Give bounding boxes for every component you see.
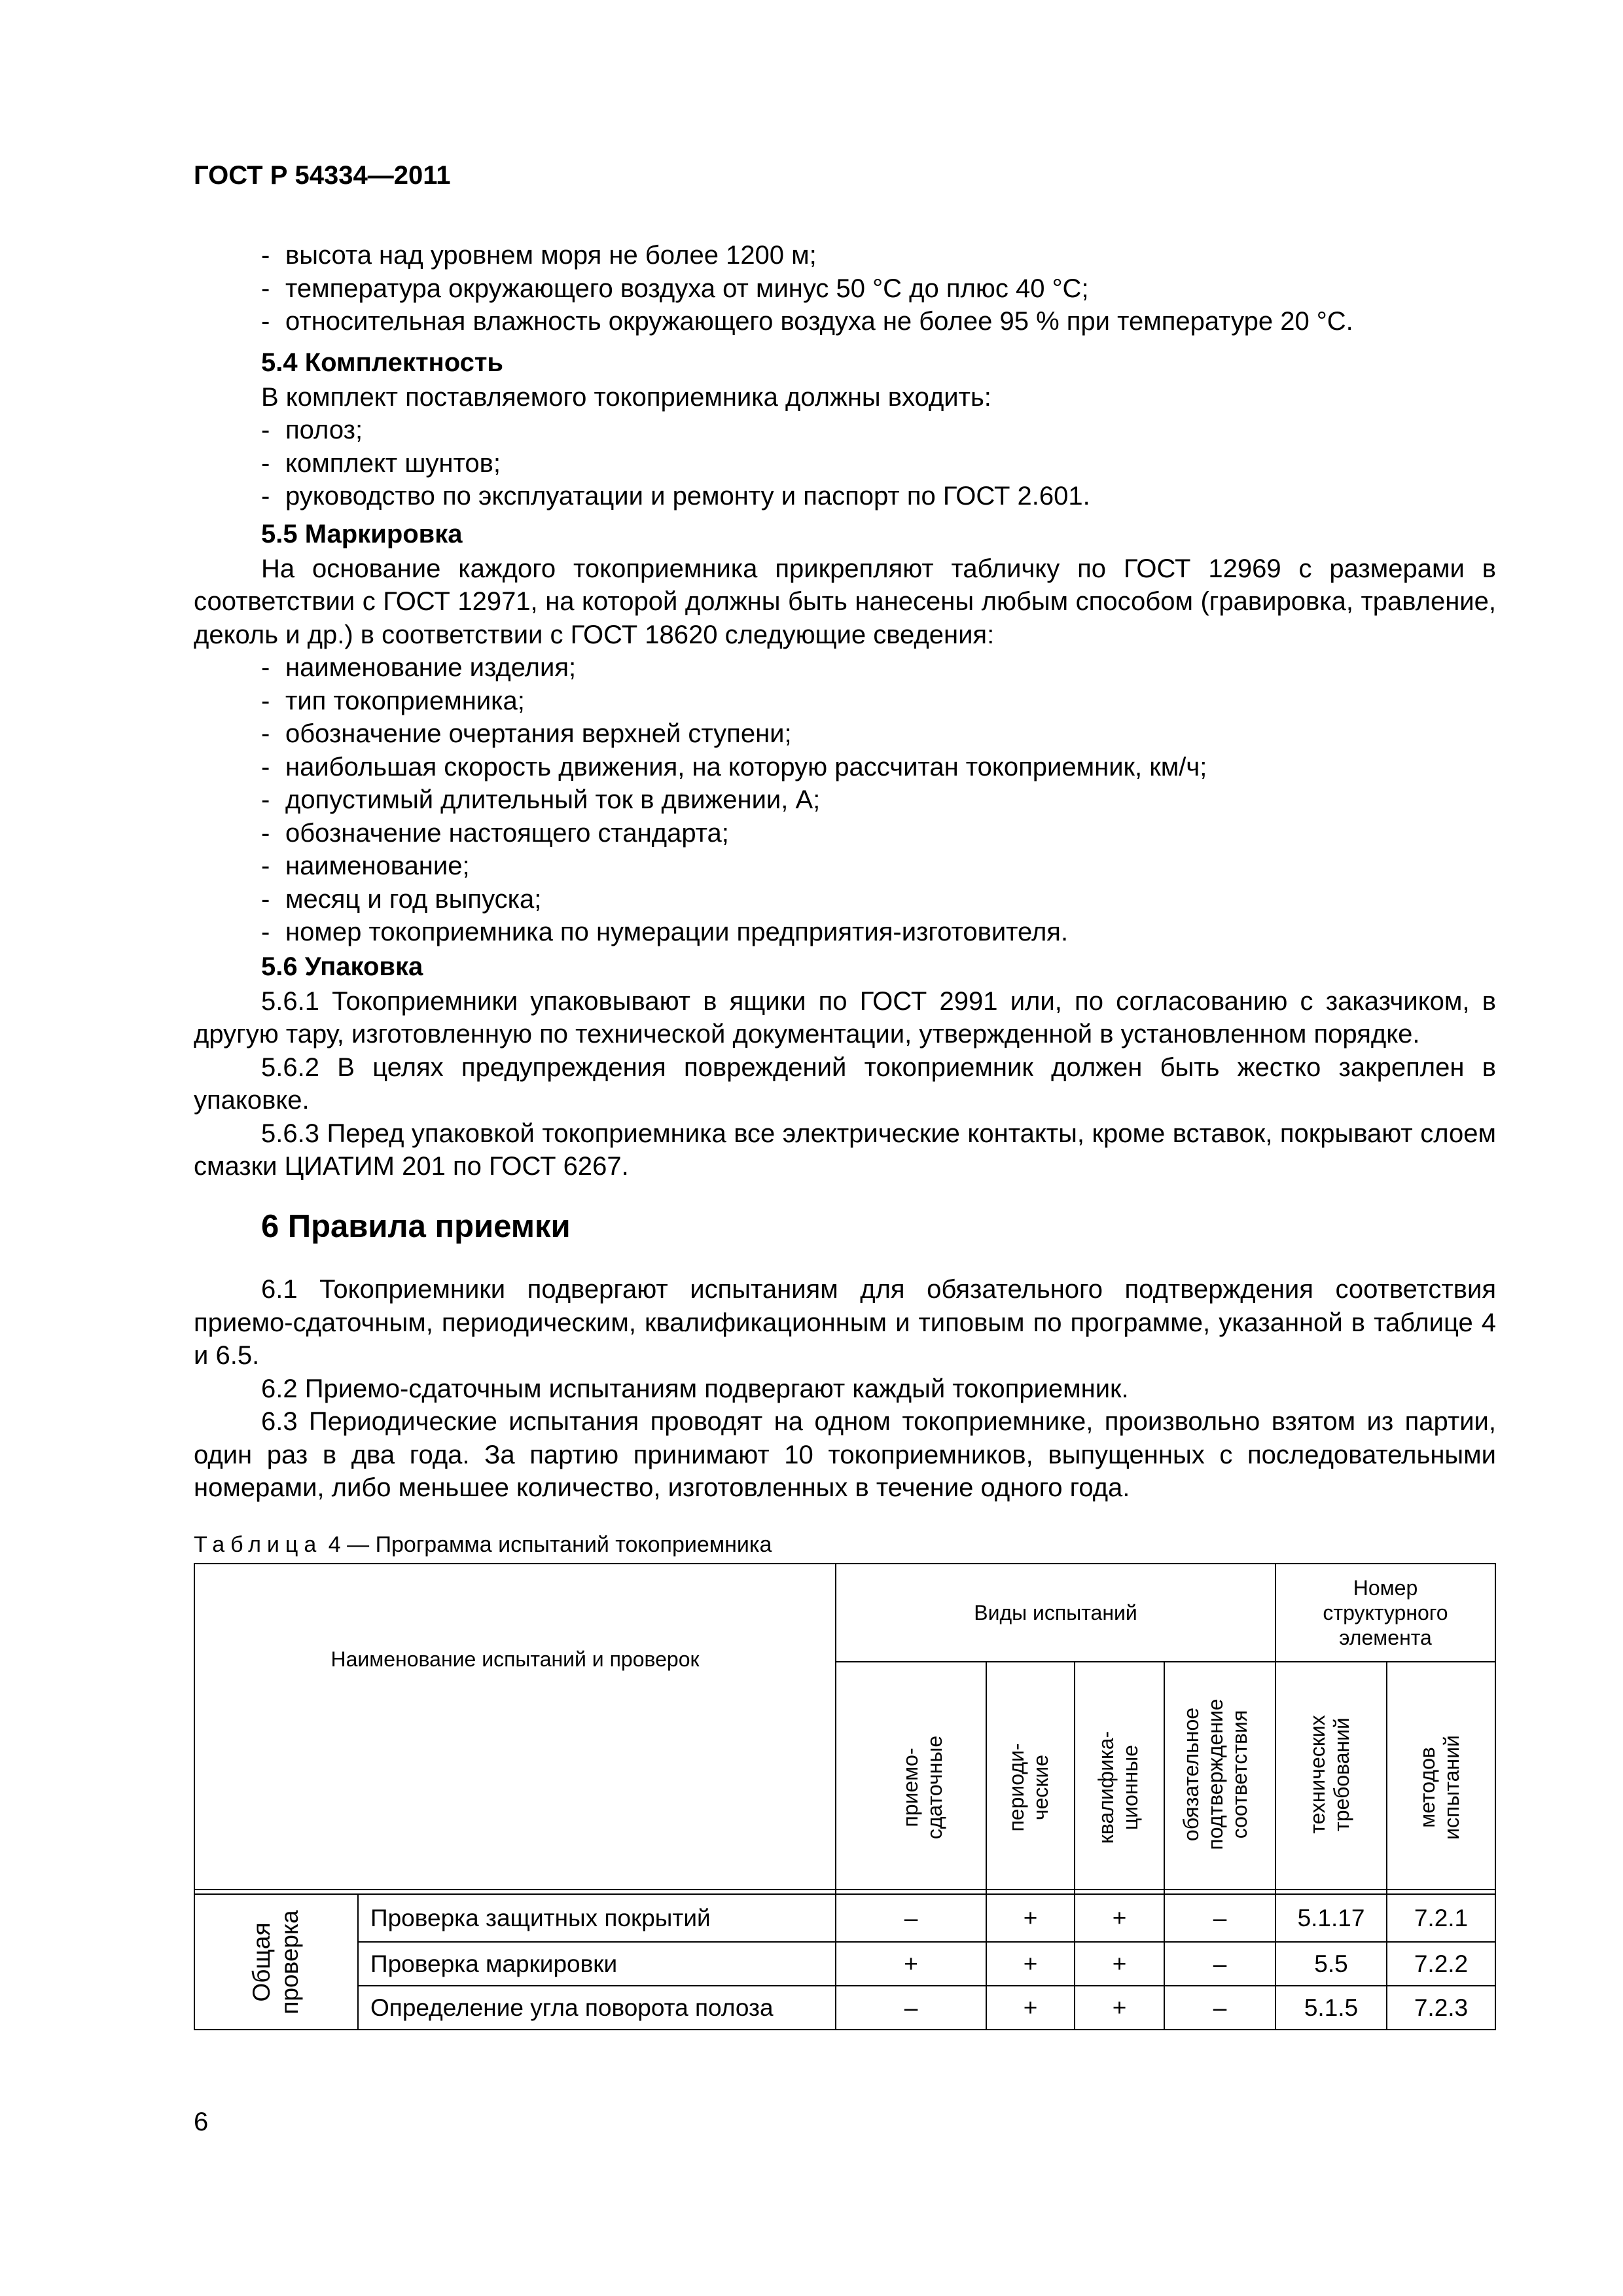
cell-value: + [1023,1994,1038,2021]
cell-value: + [904,1950,918,1977]
paragraph: 6.1 Токоприемники подвергают испытаниям для обязательного подтверждения соответствия приемо-сдаточным, периодическим, квалификационным и типовым по программе, указанной в таблице 4 и 6.5. [194,1275,1496,1370]
cell-value: – [904,1994,918,2021]
list-item: - наименование изделия; [261,653,577,682]
test-program-table [194,1563,1496,2030]
list-item: - руководство по эксплуатации и ремонту и паспорт по ГОСТ 2.601. [261,482,1090,511]
cell-value: + [1112,1994,1127,2021]
section-5-6 [194,948,1496,1183]
cell-value: – [904,1904,918,1931]
page-number: 6 [194,2108,209,2136]
paragraph: В комплект поставляемого токоприемника должны входить: [261,382,991,412]
paragraph: 6.3 Периодические испытания проводят на одном токоприемнике, произвольно взятом из партии, один раз в два года. За партию принимают 10 токоприемников, выпущенных с последовательными номерами, либо меньшее количество, изготовленных в течение одного года. [194,1407,1496,1502]
cell-requirement: 5.1.5 [1304,1994,1359,2021]
conditions-list [194,239,1496,338]
list-item: - полоз; [261,416,363,444]
header-test-name: Наименование испытаний и проверок [330,1647,700,1671]
section-title: 5.6 Упаковка [261,952,423,981]
list-item: - относительная влажность окружающего воздуха не более 95 % при температуре 20 °С. [261,307,1353,336]
header-acceptance: приемо- сдаточные [899,1735,946,1840]
cell-value: + [1023,1904,1038,1931]
paragraph: На основание каждого токоприемника прикрепляют табличку по ГОСТ 12969 с размерами в соответствии с ГОСТ 12971, на которой должны быть нанесены любым способом (гравировка, травление, деколь и др.) в соответствии с ГОСТ 18620 следующие сведения: [194,554,1496,649]
document-header: ГОСТ Р 54334—2011 [194,161,451,190]
header-conformity: обязательное подтверждение соответствия [1179,1698,1251,1850]
cell-method: 7.2.1 [1414,1904,1469,1931]
cell-value: – [1213,1904,1227,1931]
group-general-check: Общая проверка [248,1910,303,2015]
paragraph: 5.6.3 Перед упаковкой токоприемника все электрические контакты, кроме вставок, покрывают слоем смазки ЦИАТИМ 201 по ГОСТ 6267. [194,1119,1496,1181]
cell-value: – [1213,1950,1227,1977]
cell-requirement: 5.5 [1314,1950,1348,1977]
cell-requirement: 5.1.17 [1297,1904,1365,1931]
list-item: - номер токоприемника по нумерации предприятия-изготовителя. [261,918,1069,946]
list-item: - обозначение настоящего стандарта; [261,818,729,848]
row-name: Определение угла поворота полоза [370,1994,774,2021]
list-item: - наименование; [261,852,470,880]
row-name: Проверка маркировки [370,1950,618,1977]
list-item: - месяц и год выпуска; [261,884,542,914]
list-item: - комплект шунтов; [261,448,501,478]
header-element-number: Номер структурного элемента [1323,1576,1448,1649]
header-test-types: Виды испытаний [974,1601,1137,1624]
section-5-5 [194,515,1496,949]
cell-method: 7.2.2 [1414,1950,1469,1977]
list-item: - допустимый длительный ток в движении, А; [261,785,821,814]
list-item: - температура окружающего воздуха от минус 50 °С до плюс 40 °С; [261,274,1089,303]
list-item: - наибольшая скорость движения, на которую рассчитан токоприемник, км/ч; [261,752,1207,781]
list-item: - высота над уровнем моря не более 1200 м; [261,241,817,270]
header-periodic: периоди- ческие [1005,1743,1052,1832]
row-name: Проверка защитных покрытий [370,1904,711,1931]
list-item: - обозначение очертания верхней ступени; [261,719,792,748]
section-title: 5.5 Маркировка [261,520,463,548]
section-6 [194,1273,1496,1505]
cell-value: + [1112,1904,1127,1931]
paragraph: 5.6.1 Токоприемники упаковывают в ящики по ГОСТ 2991 или, по согласованию с заказчиком, в другую тару, изготовленную по технической документации, утвержденной в установленном порядке. [194,986,1496,1049]
section-5-4 [194,344,1496,513]
section-title: 5.4 Комплектность [261,348,504,377]
header-qualification: квалифика- ционные [1094,1731,1142,1844]
paragraph: 6.2 Приемо-сдаточным испытаниям подвергают каждый токоприемник. [261,1374,1129,1403]
cell-value: + [1112,1950,1127,1977]
header-tech-requirements: технических требований [1306,1715,1353,1834]
table-caption: Таблица 4 — Программа испытаний токоприемника [194,1532,772,1557]
cell-method: 7.2.3 [1414,1994,1469,2021]
paragraph: 5.6.2 В целях предупреждения повреждений токоприемник должен быть жестко закреплен в упаковке. [194,1052,1496,1115]
section-6-title: 6 Правила приемки [261,1209,571,1244]
header-test-methods: методов испытаний [1416,1735,1463,1840]
cell-value: + [1023,1950,1038,1977]
cell-value: – [1213,1994,1227,2021]
list-item: - тип токоприемника; [261,686,525,715]
